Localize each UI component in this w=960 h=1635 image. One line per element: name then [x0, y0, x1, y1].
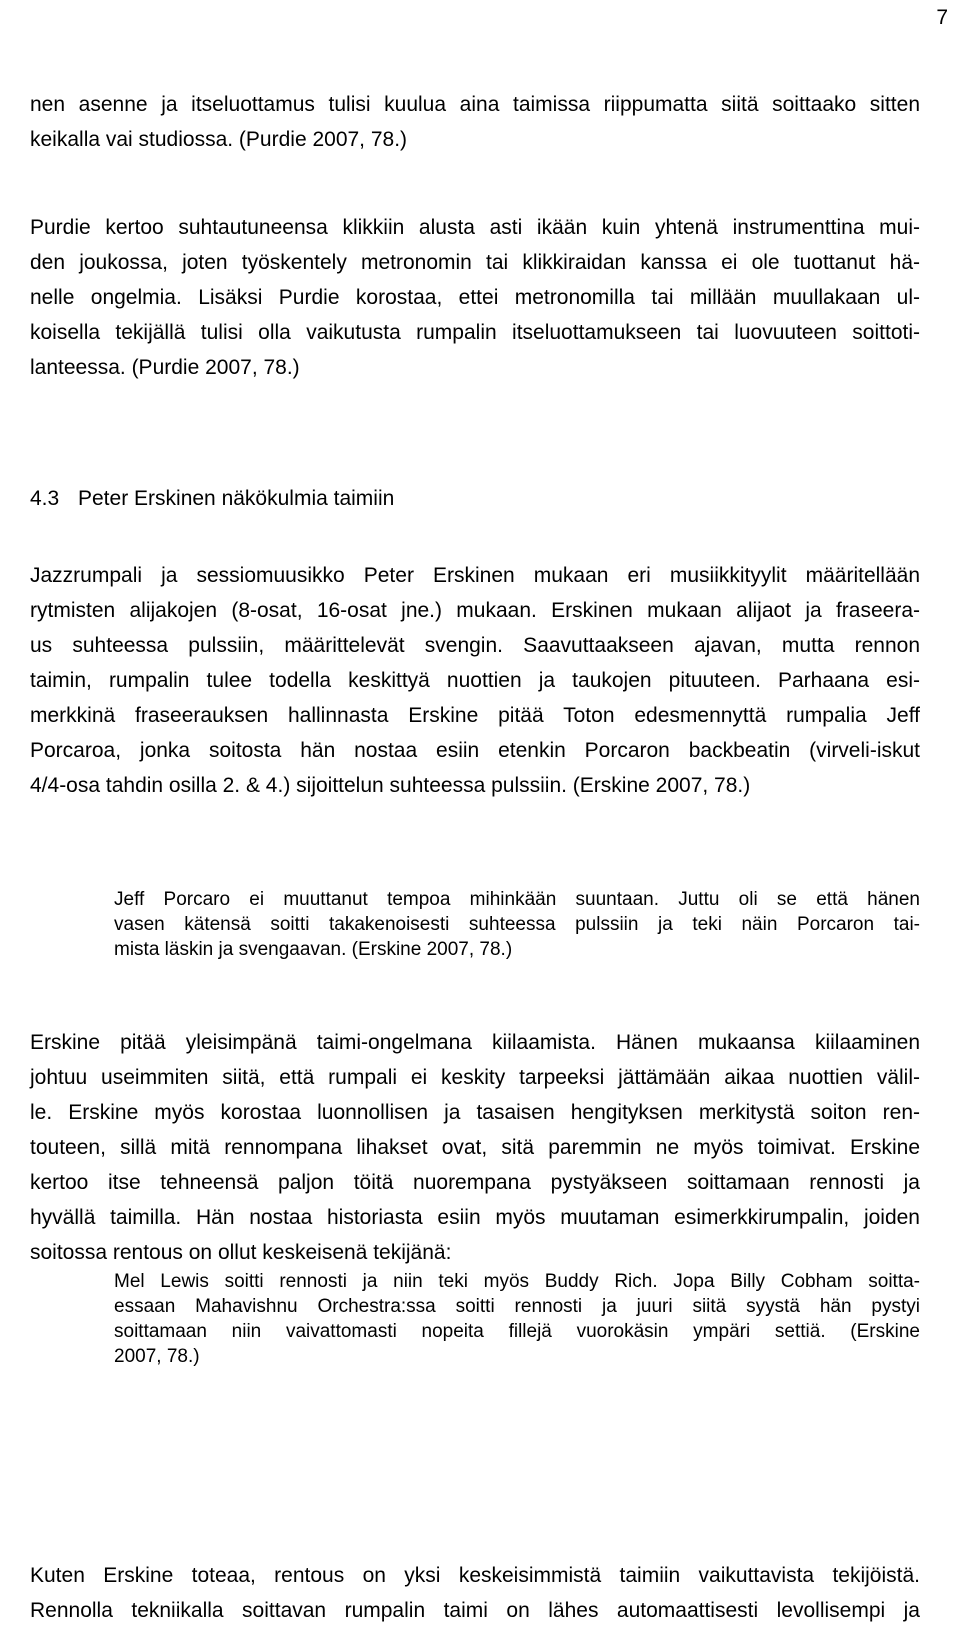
text-line: rytmisten alijakojen (8-osat, 16-osat jne.) mukaan. Erskinen mukaan alijaot ja fraseera- — [30, 599, 920, 622]
text-line: Rennolla tekniikalla soittavan rumpalin taimi on lähes automaattisesti levollisempi ja — [30, 1599, 920, 1622]
text-line: lanteessa. (Purdie 2007, 78.) — [30, 356, 300, 379]
quote-line: essaan Mahavishnu Orchestra:ssa soitti rennosti ja juuri siitä syystä hän pystyi — [114, 1296, 920, 1317]
paragraph-4 — [30, 1025, 920, 1270]
text-line: merkkinä fraseerauksen hallinnasta Erskine pitää Toton edesmennyttä rumpalia Jeff — [30, 704, 920, 727]
paragraph-3 — [30, 558, 920, 803]
text-line: hyvällä taimilla. Hän nostaa historiasta esiin myös muutaman esimerkkirumpalin, joiden — [30, 1206, 920, 1229]
text-line: keikalla vai studiossa. (Purdie 2007, 78.) — [30, 128, 408, 151]
quote-line: mista läskin ja svengaavan. (Erskine 2007, 78.) — [114, 939, 513, 960]
text-line: den joukossa, joten työskentely metronomin tai klikkiraidan kanssa ei ole tuottanut hä- — [30, 251, 920, 274]
text-line: 4/4-osa tahdin osilla 2. & 4.) sijoittelun suhteessa pulssiin. (Erskine 2007, 78.) — [30, 774, 751, 797]
text-line: nelle ongelmia. Lisäksi Purdie korostaa, ettei metronomilla tai millään muullakaan ul- — [30, 286, 920, 309]
text-line: nen asenne ja itseluottamus tulisi kuulua aina taimissa riippumatta siitä soittaako sitten — [30, 93, 920, 116]
quote-line: vasen kätensä soitti takakenoisesti suhteessa pulssiin ja teki näin Porcaron tai- — [114, 914, 920, 935]
quote-line: 2007, 78.) — [114, 1346, 200, 1367]
paragraph-2 — [30, 210, 920, 385]
quote-line: Mel Lewis soitti rennosti ja niin teki myös Buddy Rich. Jopa Billy Cobham soitta- — [114, 1271, 920, 1292]
text-line: le. Erskine myös korostaa luonnollisen ja tasaisen hengityksen merkitystä soiton ren- — [30, 1101, 920, 1124]
section-number: 4.3 — [30, 487, 60, 510]
block-quote-2 — [114, 1269, 920, 1369]
paragraph-1 — [30, 87, 920, 157]
text-line: us suhteessa pulssiin, määrittelevät svengin. Saavuttaakseen ajavan, mutta rennon — [30, 634, 920, 657]
text-line: johtuu useimmiten siitä, että rumpali ei keskity tarpeeksi jättämään aikaa nuottien välil- — [30, 1066, 920, 1089]
quote-line: Jeff Porcaro ei muuttanut tempoa mihinkään suuntaan. Juttu oli se että hänen — [114, 889, 920, 910]
quote-line: soittamaan niin vaivattomasti nopeita fillejä vuorokäsin ympäri settiä. (Erskine — [114, 1321, 920, 1342]
text-line: kertoo itse tehneensä paljon töitä nuorempana pystyäkseen soittamaan rennosti ja — [30, 1171, 920, 1194]
text-line: Kuten Erskine toteaa, rentous on yksi keskeisimmistä taimiin vaikuttavista tekijöistä. — [30, 1564, 920, 1587]
text-line: Porcaroa, jonka soitosta hän nostaa esiin etenkin Porcaron backbeatin (virveli-iskut — [30, 739, 920, 762]
text-line: touteen, sillä mitä rennompana lihakset ovat, sitä paremmin ne myös toimivat. Erskine — [30, 1136, 920, 1159]
section-heading — [30, 481, 394, 516]
page-number: 7 — [936, 6, 948, 29]
text-line: koisella tekijällä tulisi olla vaikutusta rumpalin itseluottamukseen tai luovuuteen soittoti- — [30, 321, 920, 344]
text-line: soitossa rentous on ollut keskeisenä tekijänä: — [30, 1241, 452, 1264]
text-line: taimin, rumpalin tulee todella keskittyä nuottien ja taukojen pituuteen. Parhaana esi- — [30, 669, 920, 692]
text-line: Purdie kertoo suhtautuneensa klikkiin alusta asti ikään kuin yhtenä instrumenttina mui- — [30, 216, 920, 239]
block-quote-1 — [114, 887, 920, 962]
text-line: Erskine pitää yleisimpänä taimi-ongelmana kiilaamista. Hänen mukaansa kiilaaminen — [30, 1031, 920, 1054]
text-line: Jazzrumpali ja sessiomuusikko Peter Erskinen mukaan eri musiikkityylit määritellään — [30, 564, 920, 587]
paragraph-5 — [30, 1558, 920, 1628]
section-title: Peter Erskinen näkökulmia taimiin — [78, 487, 395, 510]
